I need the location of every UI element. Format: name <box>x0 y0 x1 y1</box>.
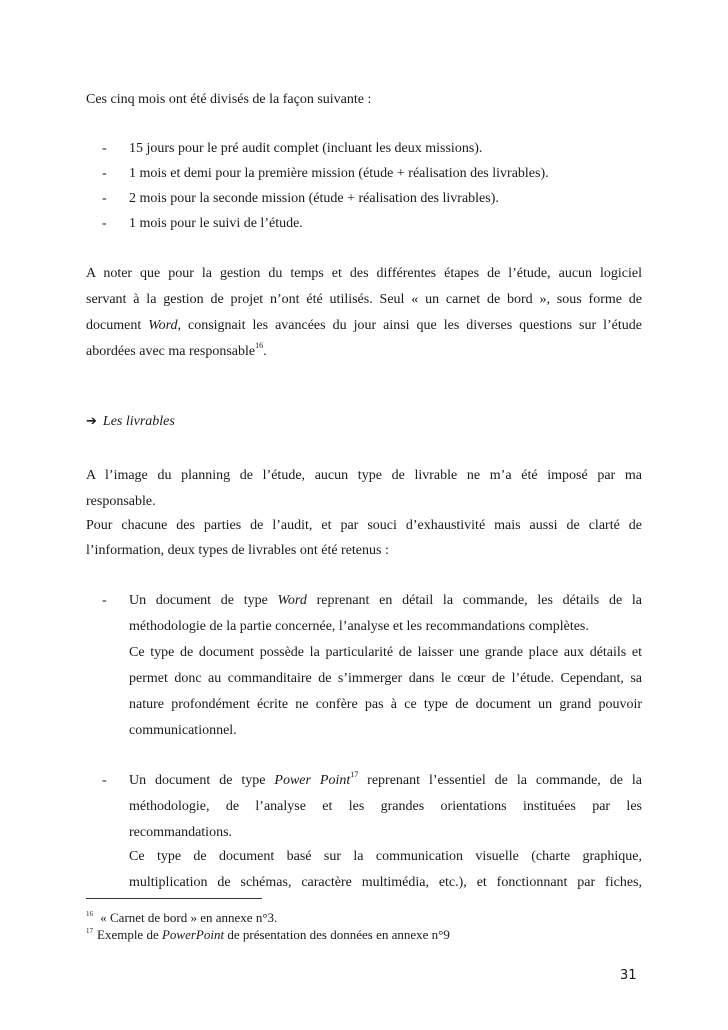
page-number: 31 <box>620 968 637 983</box>
arrow-icon: ➔ <box>86 414 97 429</box>
footnote-text: « Carnet de bord » en annexe n°3. <box>97 910 278 925</box>
text-span: abordées avec ma responsable <box>86 344 256 359</box>
footnote-number: 16 <box>86 910 93 918</box>
paragraph-line: servant à la gestion de projet n’ont été utilisés. Seul « un carnet de bord », sous forme de <box>86 292 642 307</box>
footnote-text: Exemple de <box>97 927 162 942</box>
list-dash: - <box>102 216 107 231</box>
powerpoint-term: PowerPoint <box>161 927 225 942</box>
text-span: . <box>263 344 267 359</box>
paragraph-line <box>86 318 642 334</box>
deliverable-line: méthodologie, de l’analyse et les grandes orientations instituées par les <box>129 799 642 814</box>
word-term: Word <box>277 593 307 608</box>
paragraph-line: A l’image du planning de l’étude, aucun type de livrable ne m’a été imposé par ma <box>86 468 642 483</box>
paragraph-line: l’information, deux types de livrables ont été retenus : <box>86 543 389 558</box>
footnote-separator <box>86 898 262 899</box>
schedule-item: 2 mois pour la seconde mission (étude + réalisation des livrables). <box>129 191 499 206</box>
schedule-item: 15 jours pour le pré audit complet (incluant les deux missions). <box>129 141 483 156</box>
deliverable-line <box>129 593 642 609</box>
paragraph-line: responsable. <box>86 494 156 509</box>
deliverable-line: multiplication de schémas, caractère multimédia, etc.), et fonctionnant par fiches, <box>129 875 642 890</box>
schedule-item: 1 mois pour le suivi de l’étude. <box>129 216 303 231</box>
list-dash: - <box>102 593 107 608</box>
text-span: Un document de type <box>129 593 278 608</box>
schedule-item: 1 mois et demi pour la première mission (étude + réalisation des livrables). <box>129 166 549 181</box>
deliverable-line: Ce type de document possède la particularité de laisser une grande place aux détails et <box>129 645 642 660</box>
deliverable-line: permet donc au commanditaire de s’immerger dans le cœur de l’étude. Cependant, sa <box>129 671 642 686</box>
footnote-17 <box>86 927 450 943</box>
footnote-16 <box>86 910 277 926</box>
paragraph-line: Pour chacune des parties de l’audit, et par souci d’exhaustivité mais aussi de clarté de <box>86 518 642 533</box>
word-term: Word, <box>148 318 182 333</box>
text-span: consignait les avancées du jour ainsi que les diverses questions sur l’étude <box>181 318 642 333</box>
powerpoint-term: Power Point <box>274 773 351 788</box>
deliverable-line: Ce type de document basé sur la communication visuelle (charte graphique, <box>129 849 642 864</box>
section-heading <box>86 414 175 430</box>
deliverable-line: communicationnel. <box>129 723 237 738</box>
list-dash: - <box>102 166 107 181</box>
text-span: Un document de type <box>129 773 275 788</box>
paragraph-line: A noter que pour la gestion du temps et des différentes étapes de l’étude, aucun logiciel <box>86 266 642 281</box>
deliverable-line: recommandations. <box>129 825 233 840</box>
footnote-text: de présentation des données en annexe n°9 <box>224 927 450 942</box>
list-dash: - <box>102 141 107 156</box>
section-title: Les livrables <box>102 414 175 429</box>
footnote-ref: 17 <box>350 770 359 779</box>
deliverable-line <box>129 770 642 789</box>
intro-text: Ces cinq mois ont été divisés de la façon suivante : <box>86 92 372 107</box>
footnote-ref: 16 <box>255 341 264 350</box>
text-span: reprenant l’essentiel de la commande, de la <box>358 773 642 788</box>
text-span: reprenant en détail la commande, les détails de la <box>306 593 642 608</box>
list-dash: - <box>102 773 107 788</box>
footnote-number: 17 <box>86 927 93 935</box>
text-span: document <box>86 318 149 333</box>
paragraph-line <box>86 341 642 360</box>
list-dash: - <box>102 191 107 206</box>
deliverable-line: méthodologie de la partie concernée, l’analyse et les recommandations complètes. <box>129 619 589 634</box>
deliverable-line: nature profondément écrite ne confère pas à ce type de document un grand pouvoir <box>129 697 642 712</box>
